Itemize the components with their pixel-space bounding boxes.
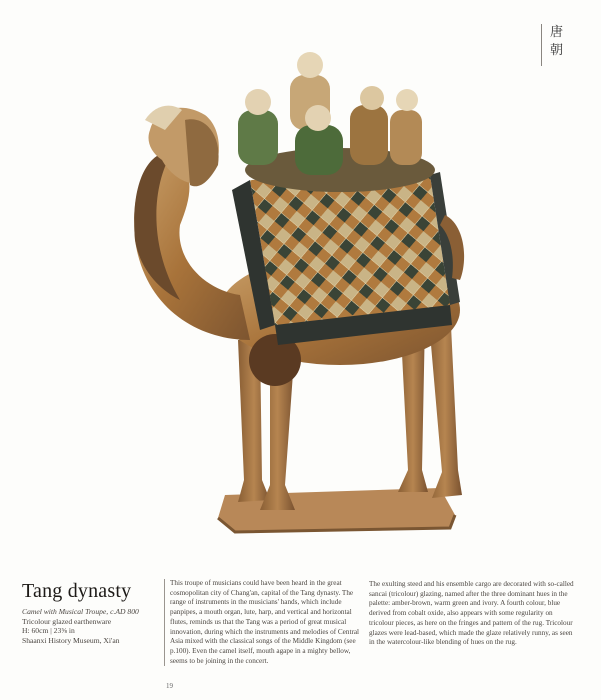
chapter-char-1: 唐 [550,25,564,40]
chapter-char-2: 朝 [550,43,564,58]
chapter-marker [541,24,563,66]
camel-sculpture-photo [110,40,490,540]
page-number: 19 [166,682,173,690]
page-title: Tang dynasty [22,580,132,602]
caption-artwork-title: Camel with Musical Troupe, c.AD 800 [22,607,139,616]
caption-location: Shaanxi History Museum, Xi'an [22,635,120,645]
figure-caption [22,607,139,645]
body-text-column-2: The exulting steed and his ensemble cargo are decorated with so-called sancai (tricolour) glazing, named after the three dominant hues in the palette: amber-brown, warm green and ivory. A fourth colour, blue derived from cobalt oxide, also appears with some regularity on tricolour pieces, as here on the fringes and pattern of the rug. Tricolour glazes were lead-based, which made the glaze relatively runny, as seen in the watercolour-like blending of hues on the rug. [369,580,574,647]
body-text-column-1: This troupe of musicians could have been heard in the great cosmopolitan city of Chang'an, capital of the Tang dynasty. The range of instruments in the musicians' hands, which include panpipes, a mouth organ, lute, harp, and vertical and horizontal flutes, reminds us that the Tang was a period of great musical innovation, during which the instruments and melodies of Central Asia mixed with the classical songs of the Middle Kingdom (see p.100). Even the camel itself, mouth agape in a mighty bellow, seems to be joining in the concert. [164,579,364,666]
caption-medium: Tricolour glazed earthenware [22,616,112,626]
caption-dimensions: H: 60cm | 23⅝ in [22,626,75,636]
